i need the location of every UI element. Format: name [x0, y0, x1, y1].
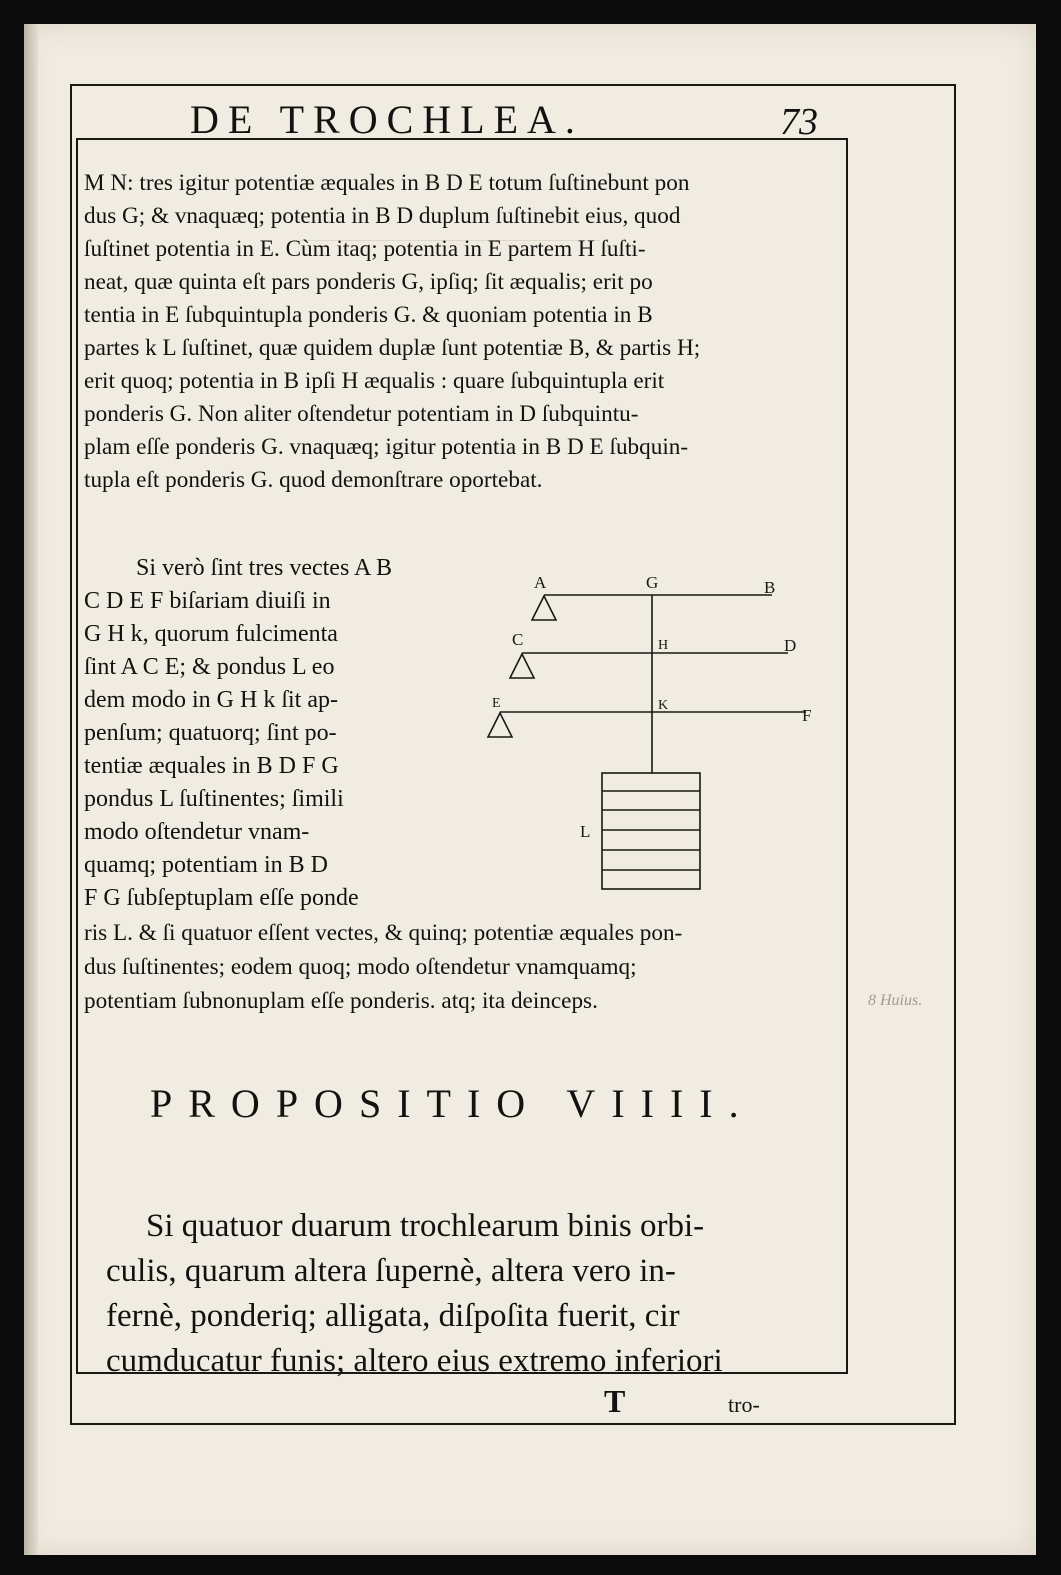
text-line: ponderis G. Non aliter oſtendetur potentiam in D ſubquintu- — [84, 401, 639, 427]
text-line: erit quoq; potentia in B ipſi H æqualis : quare ſubquintupla erit — [84, 368, 665, 394]
text-line: C D E F biſariam diuiſi in — [84, 588, 331, 614]
text-line: partes k L ſuſtinet, quæ quidem duplæ ſunt potentiæ B, & partis H; — [84, 335, 701, 361]
label-h: H — [658, 638, 669, 653]
fulcrum-e — [488, 713, 512, 737]
page-spine-shadow — [24, 24, 38, 1555]
page-number: 73 — [780, 101, 818, 143]
text-line: dus ſuſtinentes; eodem quoq; modo oſtendetur vnamquamq; — [84, 954, 637, 980]
text-line: tupla eſt ponderis G. quod demonſtrare oportebat. — [84, 467, 543, 493]
proposition-line: Si quatuor duarum trochlearum binis orbi- — [146, 1208, 705, 1244]
text-line: plam eſſe ponderis G. vnaquæq; igitur potentia in B D E ſubquin- — [84, 434, 689, 460]
lever-diagram — [470, 555, 840, 900]
running-header: DE TROCHLEA. — [190, 97, 584, 142]
text-line: Si verò ſint tres vectes A B — [136, 555, 392, 581]
text-line: ſint A C E; & pondus L eo — [84, 654, 335, 680]
text-line: tentiæ æquales in B D F G — [84, 753, 339, 779]
text-line: dem modo in G H k ſit ap- — [84, 687, 338, 713]
proposition-line: cumducatur funis; altero eius extremo inferiori — [106, 1343, 723, 1379]
proposition-line: culis, quarum altera ſupernè, altera vero in- — [106, 1253, 676, 1289]
text-line: neat, quæ quinta eſt pars ponderis G, ipſiq; ſit æqualis; erit po — [84, 269, 653, 295]
label-c: C — [512, 630, 524, 649]
text-line: potentiam ſubnonuplam eſſe ponderis. atq; ita deinceps. — [84, 988, 598, 1014]
text-line: G H k, quorum fulcimenta — [84, 621, 338, 647]
label-a: A — [534, 573, 547, 592]
text-line: tentia in E ſubquintupla ponderis G. & quoniam potentia in B — [84, 302, 653, 328]
label-b: B — [764, 578, 776, 597]
label-g: G — [646, 573, 659, 592]
fulcrum-c — [510, 654, 534, 678]
signature-mark: T — [604, 1383, 626, 1419]
text-line: dus G; & vnaquæq; potentia in B D duplum ſuſtinebit eius, quod — [84, 203, 681, 229]
label-f: F — [802, 706, 812, 725]
proposition-heading: PROPOSITIO VIIII. — [150, 1081, 755, 1126]
fulcrum-a — [532, 596, 556, 620]
text-line: M N: tres igitur potentiæ æquales in B D E totum ſuſtinebunt pon — [84, 170, 690, 196]
text-line: F G ſubſeptuplam eſſe ponde — [84, 885, 359, 911]
text-line: ris L. & ſi quatuor eſſent vectes, & quinq; potentiæ æquales pon- — [84, 920, 683, 946]
text-line: quamq; potentiam in B D — [84, 852, 328, 878]
label-d: D — [784, 636, 797, 655]
label-k: K — [658, 698, 669, 713]
text-line: penſum; quatuorq; ſint po- — [84, 720, 337, 746]
proposition-line: fernè, ponderiq; alligata, diſpoſita fuerit, cir — [106, 1298, 680, 1334]
label-e: E — [492, 696, 501, 711]
text-line: modo oſtendetur vnam- — [84, 819, 310, 845]
text-line: ſuſtinet potentia in E. Cùm itaq; potentia in E partem H ſuſti- — [84, 236, 646, 262]
text-line: pondus L ſuſtinentes; ſimili — [84, 786, 344, 812]
label-l: L — [580, 822, 591, 841]
margin-note: 8 Huius. — [868, 992, 923, 1009]
catchword: tro- — [728, 1392, 760, 1417]
